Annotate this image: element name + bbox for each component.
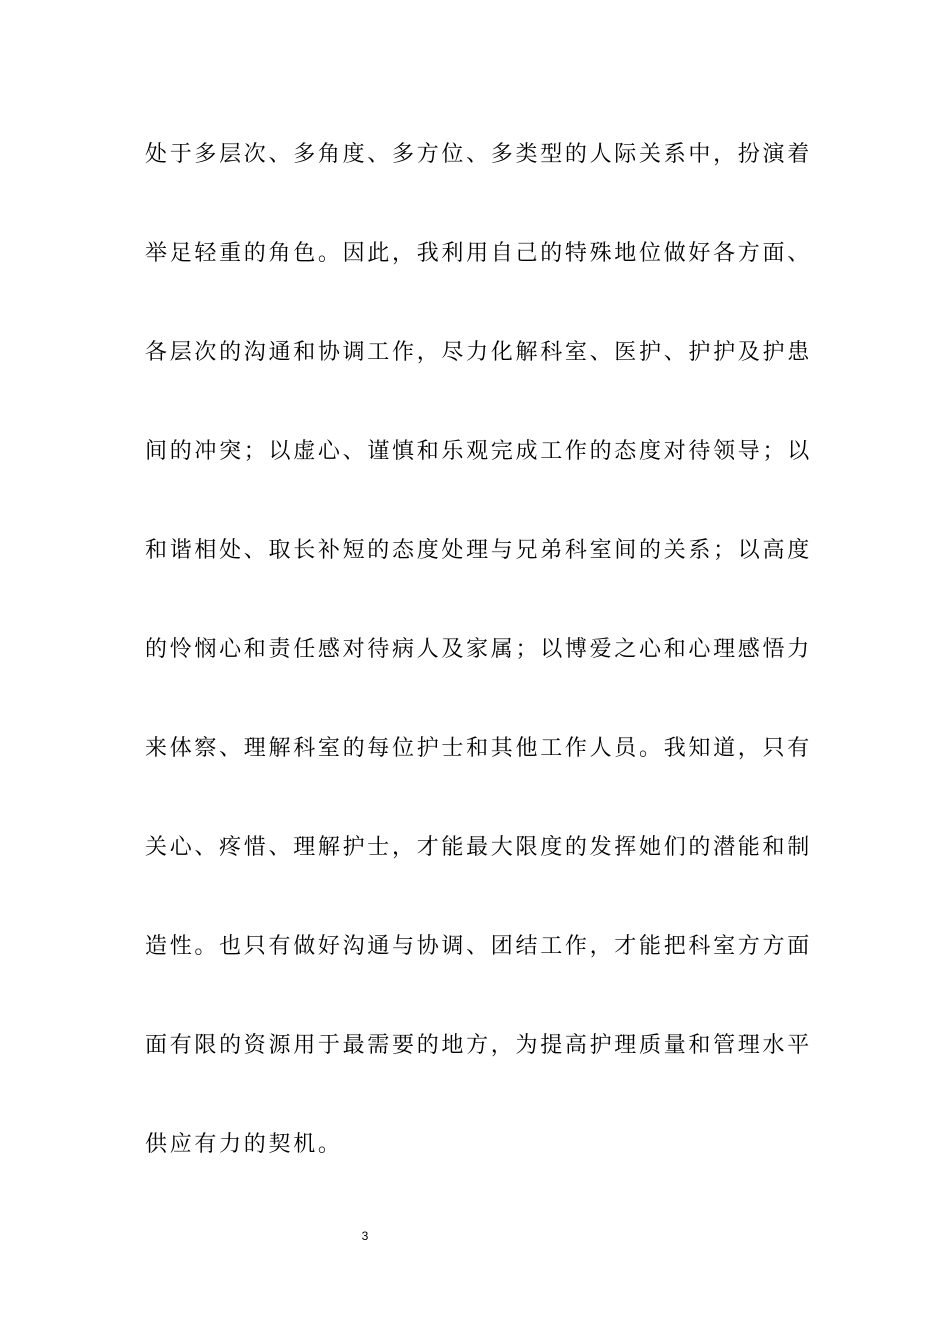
text-line: 供应有力的契机。 [145,1132,343,1157]
text-line: 面有限的资源用于最需要的地方，为提高护理质量和管理水平 [145,1033,812,1058]
text-line: 和谐相处、取长补短的态度处理与兄弟科室间的关系；以高度 [145,538,812,563]
body-paragraph [145,133,815,1222]
text-line: 的怜悯心和责任感对待病人及家属；以博爱之心和心理感悟力 [145,637,812,662]
text-line: 造性。也只有做好沟通与协调、团结工作，才能把科室方方面 [145,934,812,959]
text-line: 举足轻重的角色。因此，我利用自己的特殊地位做好各方面、 [145,241,812,266]
text-line: 间的冲突；以虚心、谨慎和乐观完成工作的态度对待领导；以 [145,439,812,464]
text-line: 各层次的沟通和协调工作，尽力化解科室、医护、护护及护患 [145,340,812,365]
text-line: 关心、疼惜、理解护士，才能最大限度的发挥她们的潜能和制 [145,835,812,860]
text-line: 处于多层次、多角度、多方位、多类型的人际关系中，扮演着 [145,142,812,167]
page-number: 3 [361,1229,369,1243]
text-line: 来体察、理解科室的每位护士和其他工作人员。我知道，只有 [145,736,812,761]
